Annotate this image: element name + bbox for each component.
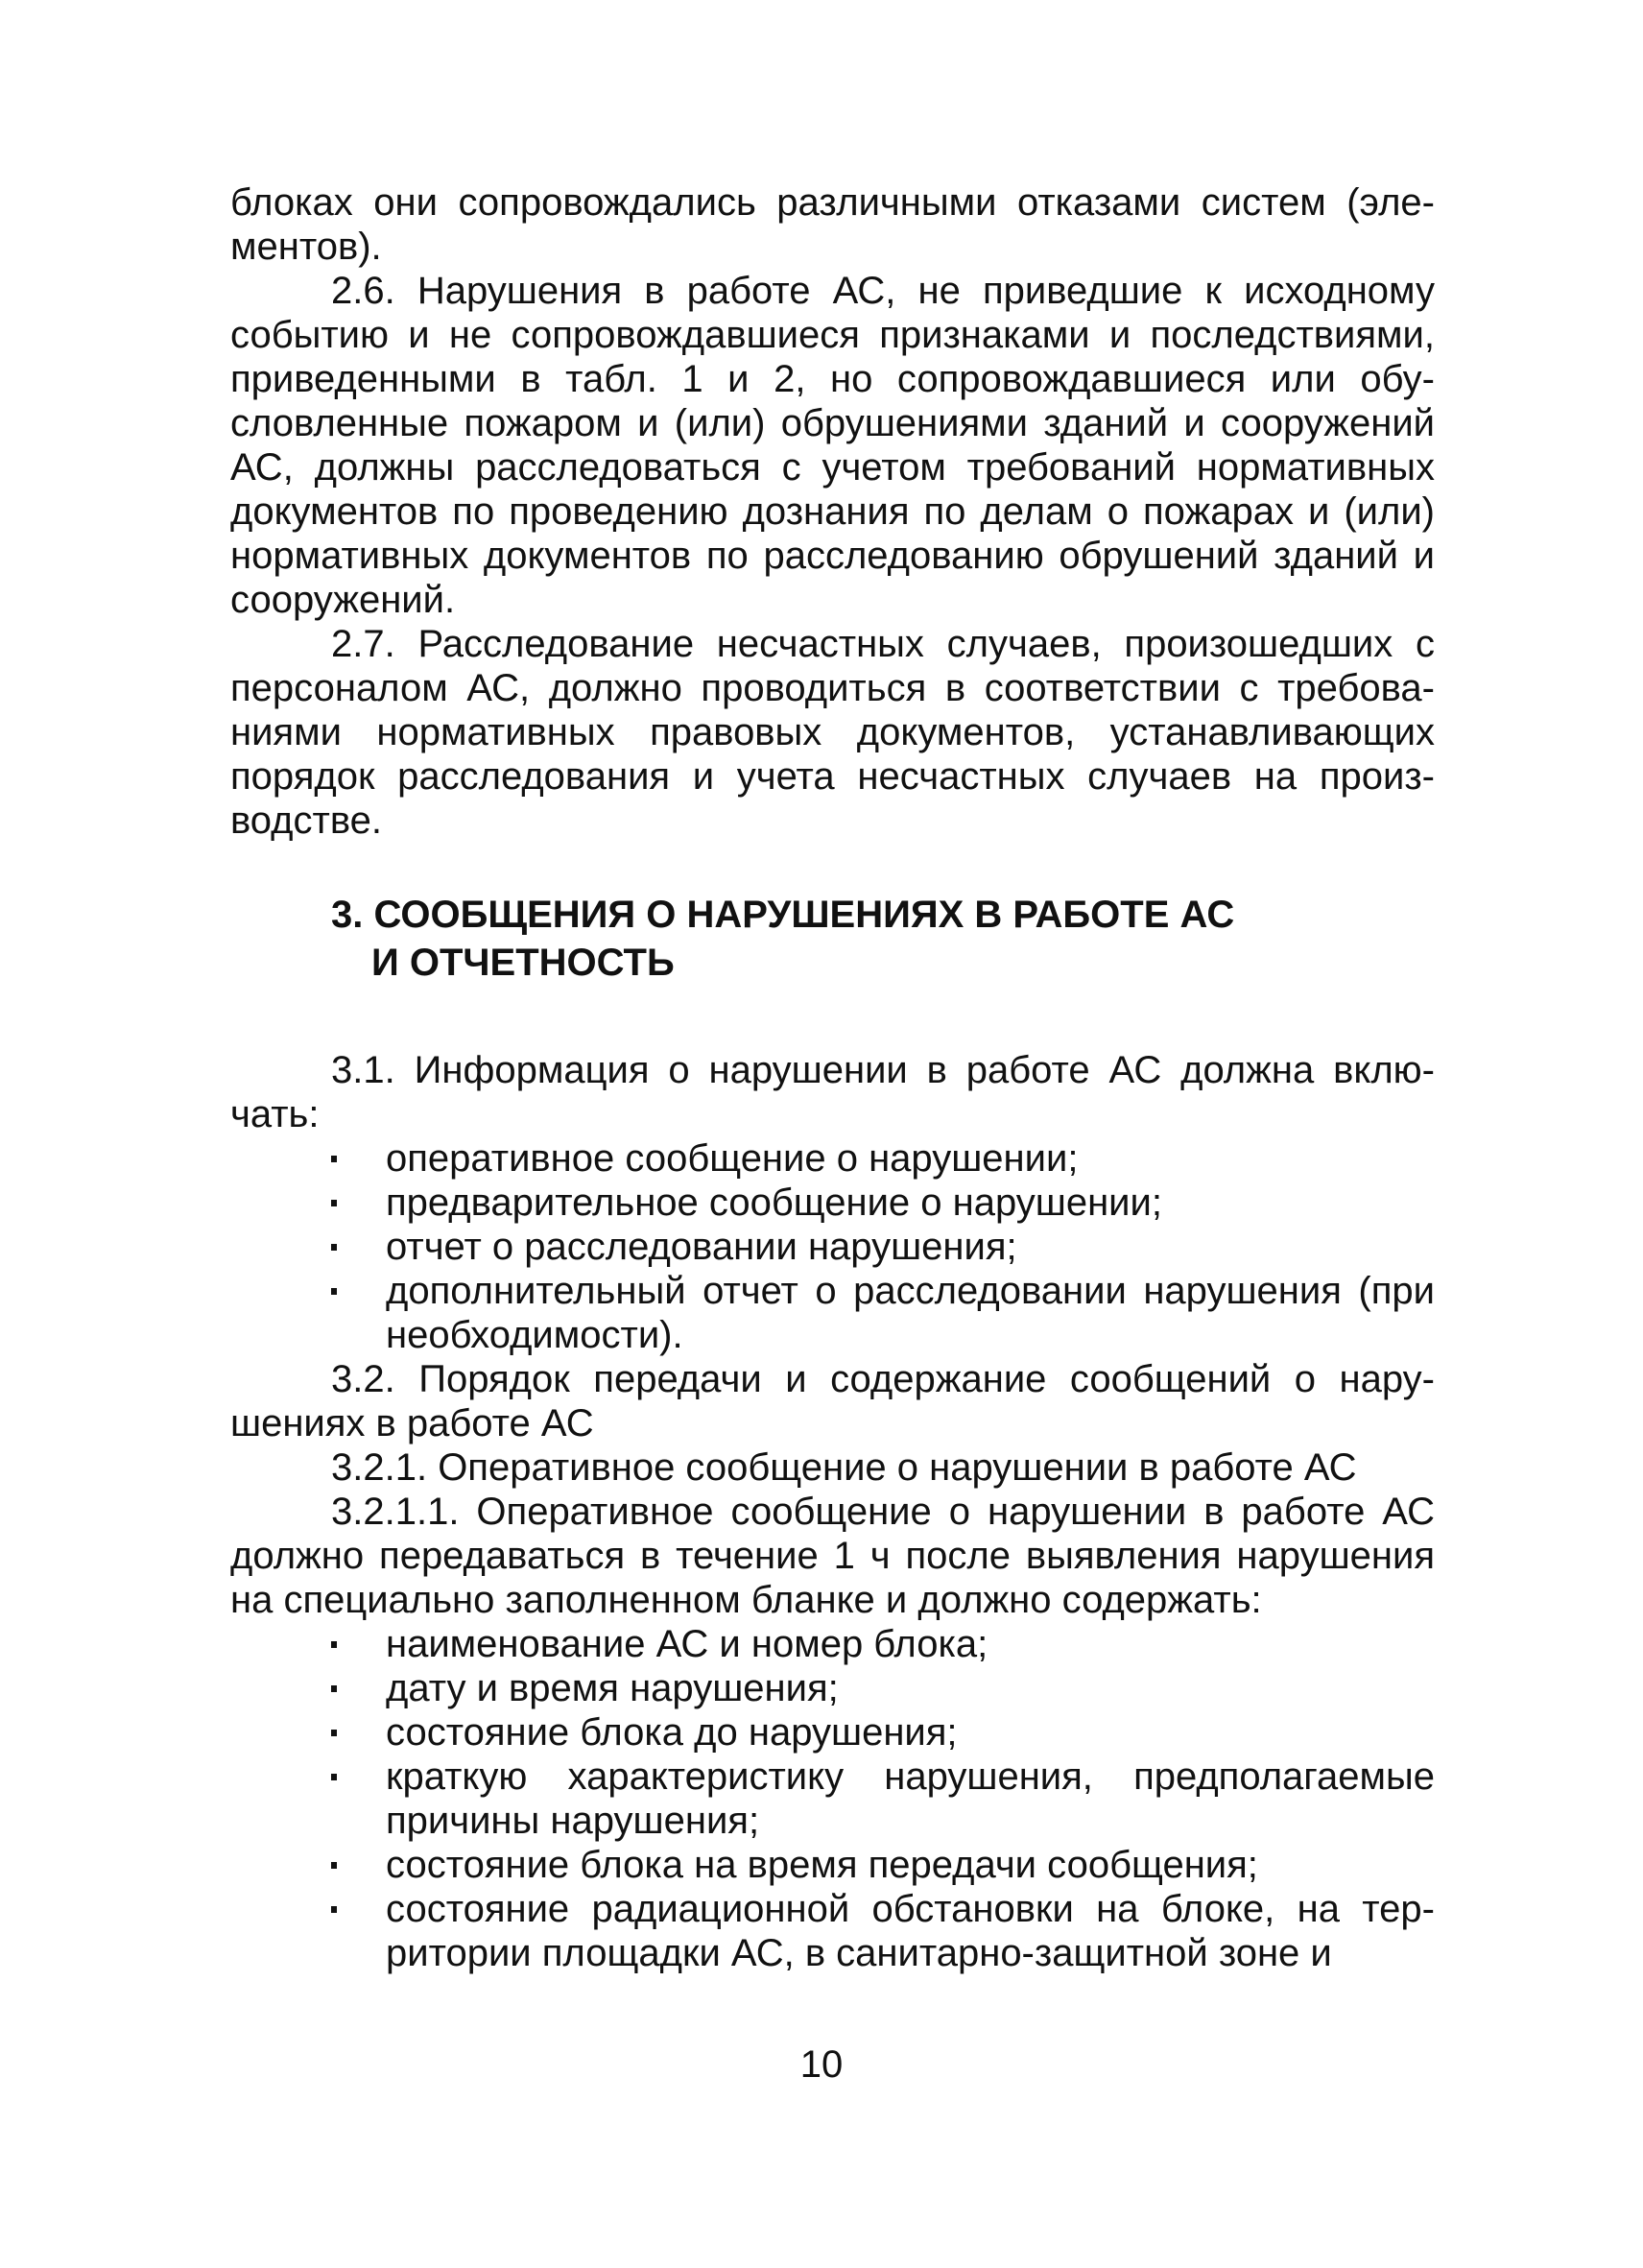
list-item [230,1181,1435,1225]
list-item [230,1710,1435,1755]
list-item-text: краткую характеристику нарушения, предполагаемые причины нарушения; [386,1755,1435,1842]
bullet-icon [331,1685,337,1692]
document-page [230,180,1435,1975]
paragraph-3-2-1-1: 3.2.1.1. Оперативное сообщение о нарушении в работе АС должно передаваться в течение 1 ч после выявления нарушения на специально заполненном бланке и должно содержать: [230,1491,1435,1621]
paragraph-3-2: 3.2. Порядок передачи и содержание сообщений о нарушениях в работе АС [230,1358,1435,1444]
list-item-text: отчет о расследовании нарушения; [386,1226,1017,1268]
list-item-text: наименование АС и номер блока; [386,1623,988,1665]
list-item [230,1666,1435,1710]
list-item-text: дополнительный отчет о расследовании нарушения (при необходимости). [386,1270,1435,1356]
bullet-icon [331,1862,337,1869]
list-item [230,1622,1435,1666]
information-list [230,1136,1435,1357]
section-3-heading-line1: 3. СООБЩЕНИЯ О НАРУШЕНИЯХ В РАБОТЕ АС [331,894,1235,936]
paragraph-2-6: 2.6. Нарушения в работе АС, не приведшие к исходному событию и не сопровождавшиеся признаками и последствиями, приведенными в табл. 1 и 2, но сопровождавшиеся или обусловленные пожаром и (или) обрушениями зданий и сооружений АС, должны расследоваться с учетом требований нормативных документов по проведению дознания по делам о пожарах и (или) нормативных документов по расследованию обрушений зданий и сооружений. [230,270,1435,621]
paragraph-continuation: блоках они сопровождались различными отказами систем (элементов). [230,181,1435,268]
bullet-icon [331,1906,337,1913]
bullet-icon [331,1156,337,1162]
section-3-heading-line2: И ОТЧЕТНОСТЬ [371,942,675,984]
bullet-icon [331,1244,337,1251]
page-number: 10 [799,2043,844,2086]
list-item-text: дату и время нарушения; [386,1667,839,1709]
bullet-icon [331,1288,337,1295]
list-item-text: состояние блока до нарушения; [386,1711,958,1754]
paragraph-2-7: 2.7. Расследование несчастных случаев, произошедших с персоналом АС, должно проводиться в соответствии с требованиями нормативных правовых документов, устанавливающих порядок расследования и учета несчастных случаев на производстве. [230,623,1435,842]
list-item [230,1136,1435,1181]
list-item [230,1269,1435,1357]
paragraph-3-2-1: 3.2.1. Оперативное сообщение о нарушении в работе АС [331,1446,1357,1489]
bullet-icon [331,1641,337,1648]
list-item [230,1843,1435,1887]
list-item-text: состояние блока на время передачи сообщения; [386,1844,1258,1886]
list-item [230,1887,1435,1975]
list-item-text: состояние радиационной обстановки на блоке, на территории площадки АС, в санитарно-защитной зоне и [386,1888,1435,1974]
list-item-text: оперативное сообщение о нарушении; [386,1137,1079,1180]
bullet-icon [331,1200,337,1206]
operative-message-contents-list [230,1622,1435,1975]
bullet-icon [331,1730,337,1736]
list-item-text: предварительное сообщение о нарушении; [386,1182,1162,1224]
bullet-icon [331,1774,337,1780]
list-item [230,1755,1435,1843]
paragraph-3-1: 3.1. Информация о нарушении в работе АС должна включать: [230,1049,1435,1135]
list-item [230,1225,1435,1269]
section-3-heading [331,891,1435,987]
